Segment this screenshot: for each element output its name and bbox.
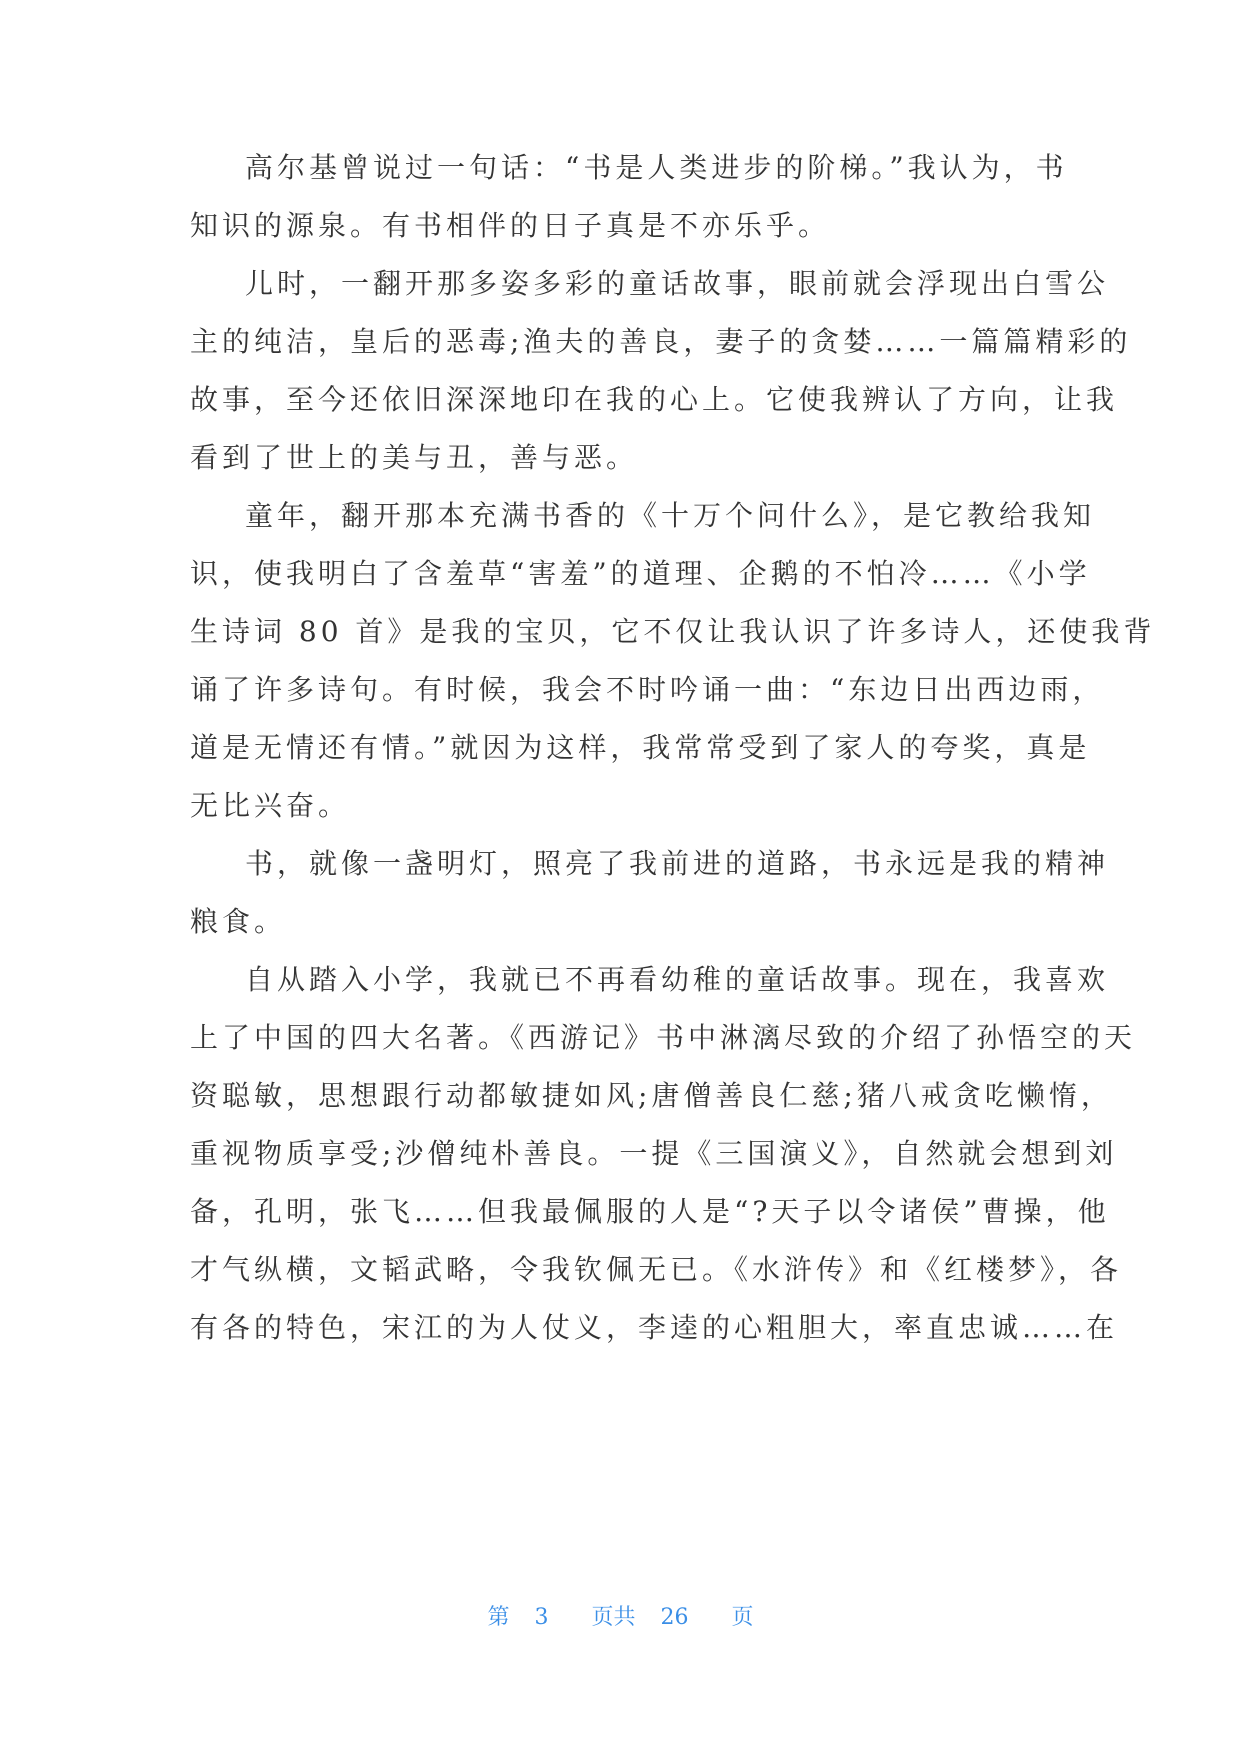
page-footer bbox=[0, 1600, 1241, 1631]
text-line: 儿时，一翻开那多姿多彩的童话故事，眼前就会浮现出白雪公 bbox=[245, 267, 1110, 300]
footer-total-pages: 26 bbox=[660, 1605, 689, 1630]
text-line: 资聪敏，思想跟行动都敏捷如风;唐僧善良仁慈;猪八戒贪吃懒惰， bbox=[190, 1079, 1113, 1112]
text-line: 识，使我明白了含羞草“害羞”的道理、企鹅的不怕冷……《小学 bbox=[190, 557, 1091, 590]
text-line: 备，孔明，张飞……但我最佩服的人是“?天子以令诸侯”曹操，他 bbox=[190, 1195, 1110, 1228]
text-line: 童年，翻开那本充满书香的《十万个问什么》，是它教给我知 bbox=[245, 499, 1096, 532]
text-line: 才气纵横，文韬武略，令我钦佩无已。《水浒传》和《红楼梦》，各 bbox=[190, 1253, 1123, 1286]
footer-suffix: 页 bbox=[731, 1605, 754, 1630]
footer-prefix: 第 bbox=[487, 1605, 510, 1630]
text-line: 有各的特色，宋江的为人仗义，李逵的心粗胆大，率直忠诚……在 bbox=[190, 1311, 1119, 1344]
text-line: 书，就像一盏明灯，照亮了我前进的道路，书永远是我的精神 bbox=[245, 847, 1110, 880]
footer-middle: 页共 bbox=[591, 1605, 636, 1630]
text-line: 看到了世上的美与丑，善与恶。 bbox=[190, 441, 639, 474]
text-line: 无比兴奋。 bbox=[190, 789, 351, 822]
footer-page-number: 3 bbox=[534, 1605, 549, 1630]
text-line: 重视物质享受;沙僧纯朴善良。一提《三国演义》，自然就会想到刘 bbox=[190, 1137, 1118, 1170]
text-line: 知识的源泉。有书相伴的日子真是不亦乐乎。 bbox=[190, 209, 831, 242]
text-line: 主的纯洁，皇后的恶毒;渔夫的善良，妻子的贪婪……一篇篇精彩的 bbox=[190, 325, 1132, 358]
text-line: 高尔基曾说过一句话：“书是人类进步的阶梯。”我认为，书 bbox=[245, 151, 1068, 184]
text-line: 诵了许多诗句。有时候，我会不时吟诵一曲：“东边日出西边雨， bbox=[190, 673, 1105, 706]
text-line: 故事，至今还依旧深深地印在我的心上。它使我辨认了方向，让我 bbox=[190, 383, 1119, 416]
text-line: 自从踏入小学，我就已不再看幼稚的童话故事。现在，我喜欢 bbox=[245, 963, 1110, 996]
text-line: 粮食。 bbox=[190, 905, 287, 938]
text-line: 生诗词 80 首》是我的宝贝，它不仅让我认识了许多诗人，还使我背 bbox=[190, 615, 1156, 648]
text-line: 上了中国的四大名著。《西游记》书中淋漓尽致的介绍了孙悟空的天 bbox=[190, 1021, 1137, 1054]
text-line: 道是无情还有情。”就因为这样，我常常受到了家人的夸奖，真是 bbox=[190, 731, 1091, 764]
